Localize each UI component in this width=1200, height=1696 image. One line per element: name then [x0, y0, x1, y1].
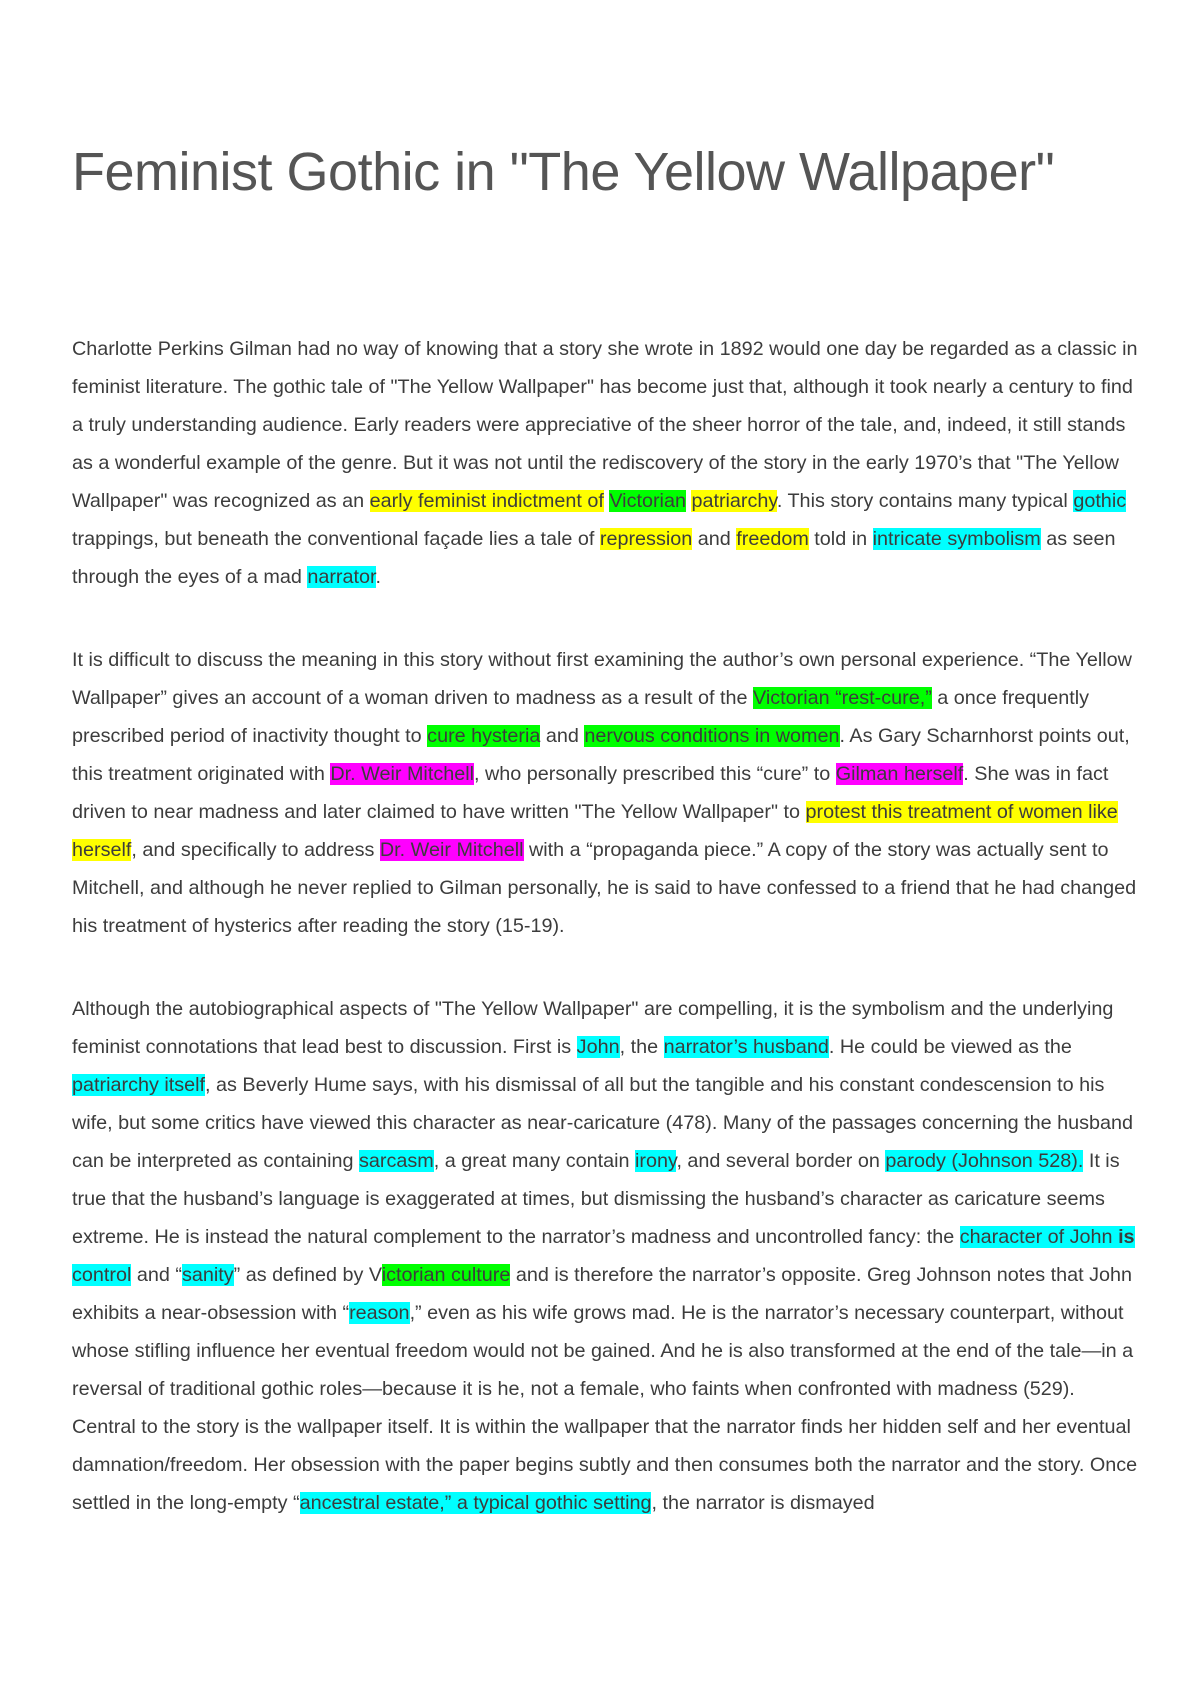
highlight-cyan: ancestral estate,” a typical gothic setting: [299, 1492, 652, 1514]
text-span: , and specifically to address: [131, 839, 380, 861]
highlight-cyan: is: [1118, 1226, 1135, 1248]
paragraph-1: [72, 330, 1138, 596]
highlight-cyan: irony: [635, 1150, 677, 1172]
highlight-green: nervous conditions in women: [584, 725, 840, 747]
highlight-yellow: repression: [599, 528, 693, 550]
highlight-yellow: early feminist indictment of: [369, 490, 604, 512]
text-span: It is true that the husband’s language is exaggerated at times, but dismissing the husband’s character as caricature seems extreme. He is instead the natural complement to the narrator’s madness and uncontrolled fancy: the: [72, 1150, 1120, 1248]
text-span: It is difficult to discuss the meaning in this story without first examining the author’s own personal experience. “The Yellow Wallpaper” gives an account of a woman driven to madness as a result of the: [72, 649, 1132, 709]
text-span: , the narrator is dismayed: [651, 1492, 875, 1514]
highlight-cyan: sarcasm: [359, 1150, 434, 1172]
text-span: and: [692, 528, 737, 550]
highlight-green: cure hysteria: [427, 725, 541, 747]
highlight-yellow: patriarchy: [691, 490, 777, 512]
highlight-magenta: Dr. Weir Mitchell: [330, 763, 475, 785]
highlight-yellow: freedom: [736, 528, 809, 550]
highlight-cyan: gothic: [1073, 490, 1127, 512]
highlight-green: Victorian: [609, 490, 686, 512]
text-span: , who personally prescribed this “cure” to: [474, 763, 836, 785]
text-span: . As Gary Scharnhorst points out, this treatment originated with: [72, 725, 1130, 785]
highlight-cyan: patriarchy itself: [72, 1074, 206, 1096]
highlight-cyan: control: [72, 1264, 132, 1286]
highlight-cyan: narrator: [307, 566, 376, 588]
paragraph-2: [72, 641, 1138, 945]
highlight-cyan: reason: [349, 1302, 410, 1324]
text-span: . This story contains many typical: [776, 490, 1074, 512]
highlight-green: Victorian “rest-cure,”: [752, 687, 932, 709]
text-span: Although the autobiographical aspects of "The Yellow Wallpaper" are compelling, it is the symbolism and the underlying feminist connotations that lead best to discussion. First is: [72, 998, 1114, 1058]
highlight-cyan: character of John: [959, 1226, 1119, 1248]
text-span: , and several border on: [676, 1150, 886, 1172]
paragraph-4: [72, 1408, 1138, 1522]
text-span: a once frequently prescribed period of inactivity thought to: [72, 687, 1090, 747]
text-span: Central to the story is the wallpaper itself. It is within the wallpaper that the narrator finds her hidden self and her eventual damnation/freedom. Her obsession with the paper begins subtly and then consumes both the narrator and the story. Once settled in the long-empty “: [72, 1416, 1138, 1514]
highlight-cyan: parody (Johnson 528).: [885, 1150, 1084, 1172]
highlight-cyan: sanity: [181, 1264, 234, 1286]
text-span: ,” even as his wife grows mad. He is the narrator’s necessary counterpart, without whose stifling influence her eventual freedom would not be gained. And he is also transformed at the end of the tale—in a reversal of traditional gothic roles—because it is he, not a female, who faints when confronted with madness (529).: [72, 1302, 1134, 1400]
highlight-magenta: Gilman herself: [835, 763, 964, 785]
text-span: , the: [619, 1036, 664, 1058]
paragraph-3: [72, 990, 1138, 1408]
highlight-cyan: intricate symbolism: [872, 528, 1041, 550]
text-span: with a “propaganda piece.” A copy of the story was actually sent to Mitchell, and although he never replied to Gilman personally, he is said to have confessed to a friend that he had changed his treatment of hysterics after reading the story (15-19).: [72, 839, 1137, 937]
highlight-green: ictorian culture: [381, 1264, 511, 1286]
highlight-cyan: narrator’s husband: [663, 1036, 829, 1058]
text-span: , a great many contain: [433, 1150, 636, 1172]
text-span: .: [375, 566, 381, 588]
text-span: as seen through the eyes of a mad: [72, 528, 1116, 588]
text-span: trappings, but beneath the conventional façade lies a tale of: [72, 528, 600, 550]
highlight-yellow: protest this treatment of women like herself: [72, 801, 1118, 861]
text-span: and: [540, 725, 585, 747]
text-span: Charlotte Perkins Gilman had no way of knowing that a story she wrote in 1892 would one day be regarded as a classic in feminist literature. The gothic tale of "The Yellow Wallpaper" has become just that, although it took nearly a century to find a truly understanding audience. Early readers were appreciative of the sheer horror of the tale, and, indeed, it still stands as a wonderful example of the genre. But it was not until the rediscovery of the story in the early 1970’s that "The Yellow Wallpaper" was recognized as an: [72, 338, 1138, 512]
text-span: . He could be viewed as the: [828, 1036, 1072, 1058]
highlight-cyan: John: [576, 1036, 620, 1058]
text-span: and “: [131, 1264, 182, 1286]
text-span: told in: [808, 528, 873, 550]
highlight-magenta: Dr. Weir Mitchell: [379, 839, 524, 861]
text-span: and is therefore the narrator’s opposite. Greg Johnson notes that John exhibits a near-obsession with “: [72, 1264, 1133, 1324]
text-span: ” as defined by V: [233, 1264, 382, 1286]
text-span: . She was in fact driven to near madness and later claimed to have written "The Yellow Wallpaper" to: [72, 763, 1109, 823]
document-body: [72, 330, 1138, 1522]
document-title: Feminist Gothic in "The Yellow Wallpaper": [72, 142, 1055, 202]
text-span: , as Beverly Hume says, with his dismissal of all but the tangible and his constant condescension to his wife, but some critics have viewed this character as near-caricature (478). Many of the passages concerning the husband can be interpreted as containing: [72, 1074, 1134, 1172]
